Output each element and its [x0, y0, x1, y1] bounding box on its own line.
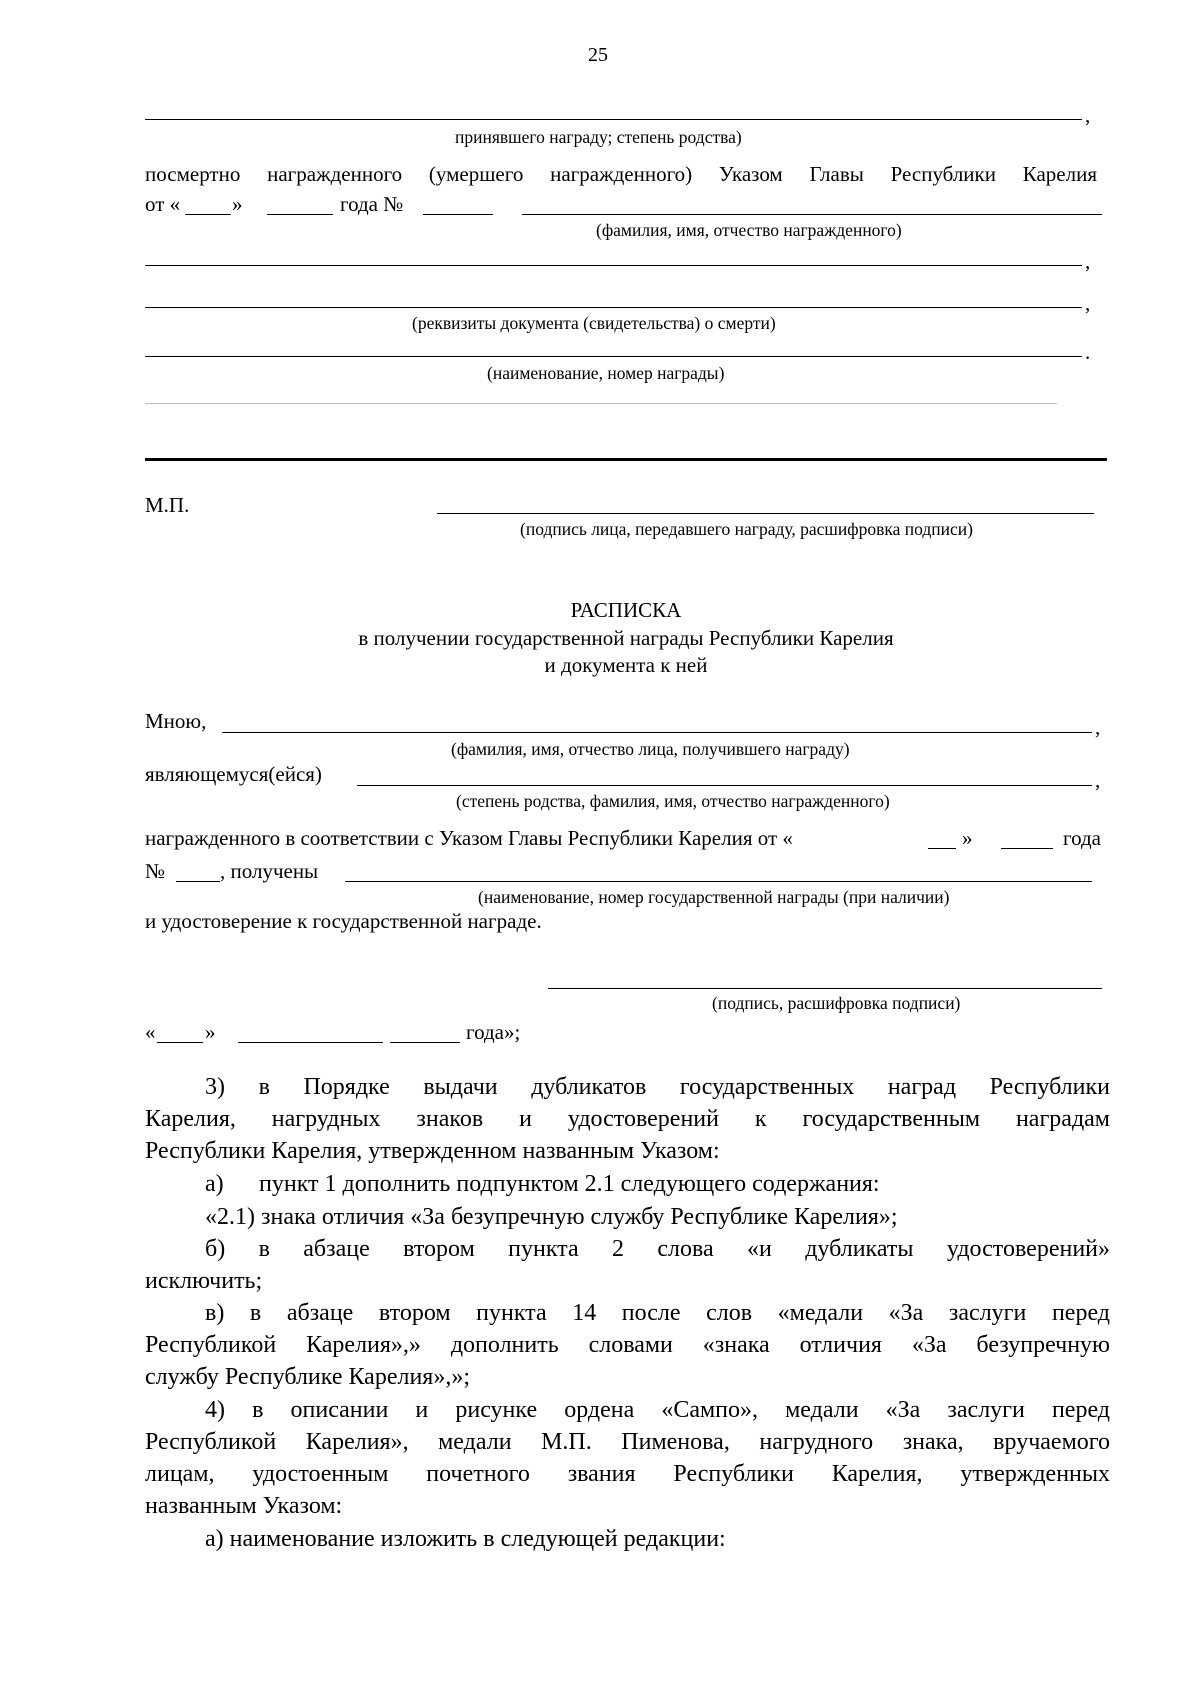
faint-divider [145, 403, 1057, 404]
comma-2: , [1085, 249, 1091, 273]
pa-letter: а) [205, 1171, 224, 1197]
blank-relation-awardee [357, 785, 1092, 786]
me-label: Мною, [145, 709, 207, 733]
date-suffix: года»; [466, 1020, 521, 1044]
blank-line-award [145, 356, 1082, 357]
blank-month-2 [1001, 848, 1053, 849]
receipt-subtitle-1: в получении государственной награды Республики Карелия [358, 626, 894, 650]
page-number: 25 [588, 44, 608, 66]
mp-label: М.П. [145, 493, 190, 517]
p3-line-2: Карелия, нагрудных знаков и удостоверений к государственным наградам [145, 1106, 1110, 1132]
pv-line-1: в) в абзаце втором пункта 14 после слов «медали «За заслуги перед [205, 1300, 1110, 1326]
year-word: года [1063, 826, 1101, 850]
blank-line-relation [145, 119, 1082, 120]
blank-day [185, 214, 231, 215]
p21-line: «2.1) знака отличия «За безупречную службу Республике Карелия»; [205, 1204, 898, 1230]
p4-line-4: названным Указом: [145, 1493, 343, 1519]
year-label: года № [340, 192, 404, 216]
date-open: « [145, 1020, 156, 1044]
pv-line-3: службу Республике Карелия»,»; [145, 1364, 471, 1390]
blank-date-day [157, 1042, 203, 1043]
blank-number [176, 881, 220, 882]
awarded-text: награжденного в соответствии с Указом Главы Республики Карелия от « [145, 826, 793, 850]
blank-awardee [522, 214, 1102, 215]
caption-signature: (подпись, расшифровка подписи) [712, 993, 961, 1013]
blank-decree-number [423, 214, 493, 215]
comma-a: , [1095, 715, 1101, 739]
caption-death-doc: (реквизиты документа (свидетельства) о смерти) [412, 313, 776, 333]
from-mid: » [232, 192, 243, 216]
awarded-mid: » [962, 826, 973, 850]
section-divider [145, 458, 1107, 461]
pa-text: пункт 1 дополнить подпунктом 2.1 следующего содержания: [259, 1171, 880, 1197]
receipt-subtitle-2: и документа к ней [544, 653, 708, 677]
caption-signature-giver: (подпись лица, передавшего награду, расшифровка подписи) [520, 519, 973, 539]
pb-line-1: б) в абзаце втором пункта 2 слова «и дубликаты удостоверений» [205, 1236, 1110, 1262]
pb-line-2: исключить; [145, 1268, 263, 1294]
p4-line-1: 4) в описании и рисунке ордена «Сампо», медали «За заслуги перед [205, 1397, 1110, 1423]
awarded-line [145, 826, 1107, 856]
blank-day-2 [928, 848, 956, 849]
blank-date-month [238, 1042, 383, 1043]
posthumous-line: посмертно награжденного (умершего награжденного) Указом Главы Республики Карелия [145, 162, 1097, 186]
p4-line-2: Республикой Карелия», медали М.П. Пименова, нагрудного знака, вручаемого [145, 1429, 1110, 1455]
receipt-title: РАСПИСКА [570, 598, 682, 622]
blank-date-year [390, 1042, 460, 1043]
caption-relation: принявшего награду; степень родства) [455, 127, 742, 147]
blank-award-state [345, 881, 1092, 882]
pv-line-2: Республикой Карелия»,» дополнить словами «знака отличия «За безупречную [145, 1332, 1110, 1358]
caption-award-state: (наименование, номер государственной награды (при наличии) [478, 887, 950, 907]
date-close: » [205, 1020, 216, 1044]
blank-line-2 [145, 265, 1082, 266]
p3-line-1: 3) в Порядке выдачи дубликатов государственных наград Республики [205, 1074, 1110, 1100]
blank-month [267, 214, 333, 215]
blank-line-3 [145, 307, 1082, 308]
certificate-text: и удостоверение к государственной награде. [145, 909, 542, 933]
from-prefix: от « [145, 192, 181, 216]
p3-line-3: Республики Карелия, утвержденном названным Указом: [145, 1138, 720, 1164]
period: . [1085, 340, 1091, 364]
blank-signature [548, 988, 1102, 989]
comma-1: , [1085, 103, 1091, 127]
p4a-line: а) наименование изложить в следующей редакции: [205, 1526, 726, 1552]
caption-awardee: (фамилия, имя, отчество награжденного) [596, 220, 902, 240]
comma-b: , [1095, 768, 1101, 792]
p4-line-3: лицам, удостоенным почетного звания Республики Карелия, утвержденных [145, 1461, 1110, 1487]
blank-receiver [222, 732, 1092, 733]
caption-award: (наименование, номер награды) [487, 363, 725, 383]
received-label: , получены [220, 859, 319, 883]
caption-receiver: (фамилия, имя, отчество лица, получившего награду) [451, 739, 850, 759]
blank-signature-giver [437, 513, 1094, 514]
number-label: № [145, 859, 166, 883]
caption-relation-awardee: (степень родства, фамилия, имя, отчество награжденного) [456, 791, 890, 811]
comma-3: , [1085, 291, 1091, 315]
being-label: являющемуся(ейся) [145, 762, 322, 786]
